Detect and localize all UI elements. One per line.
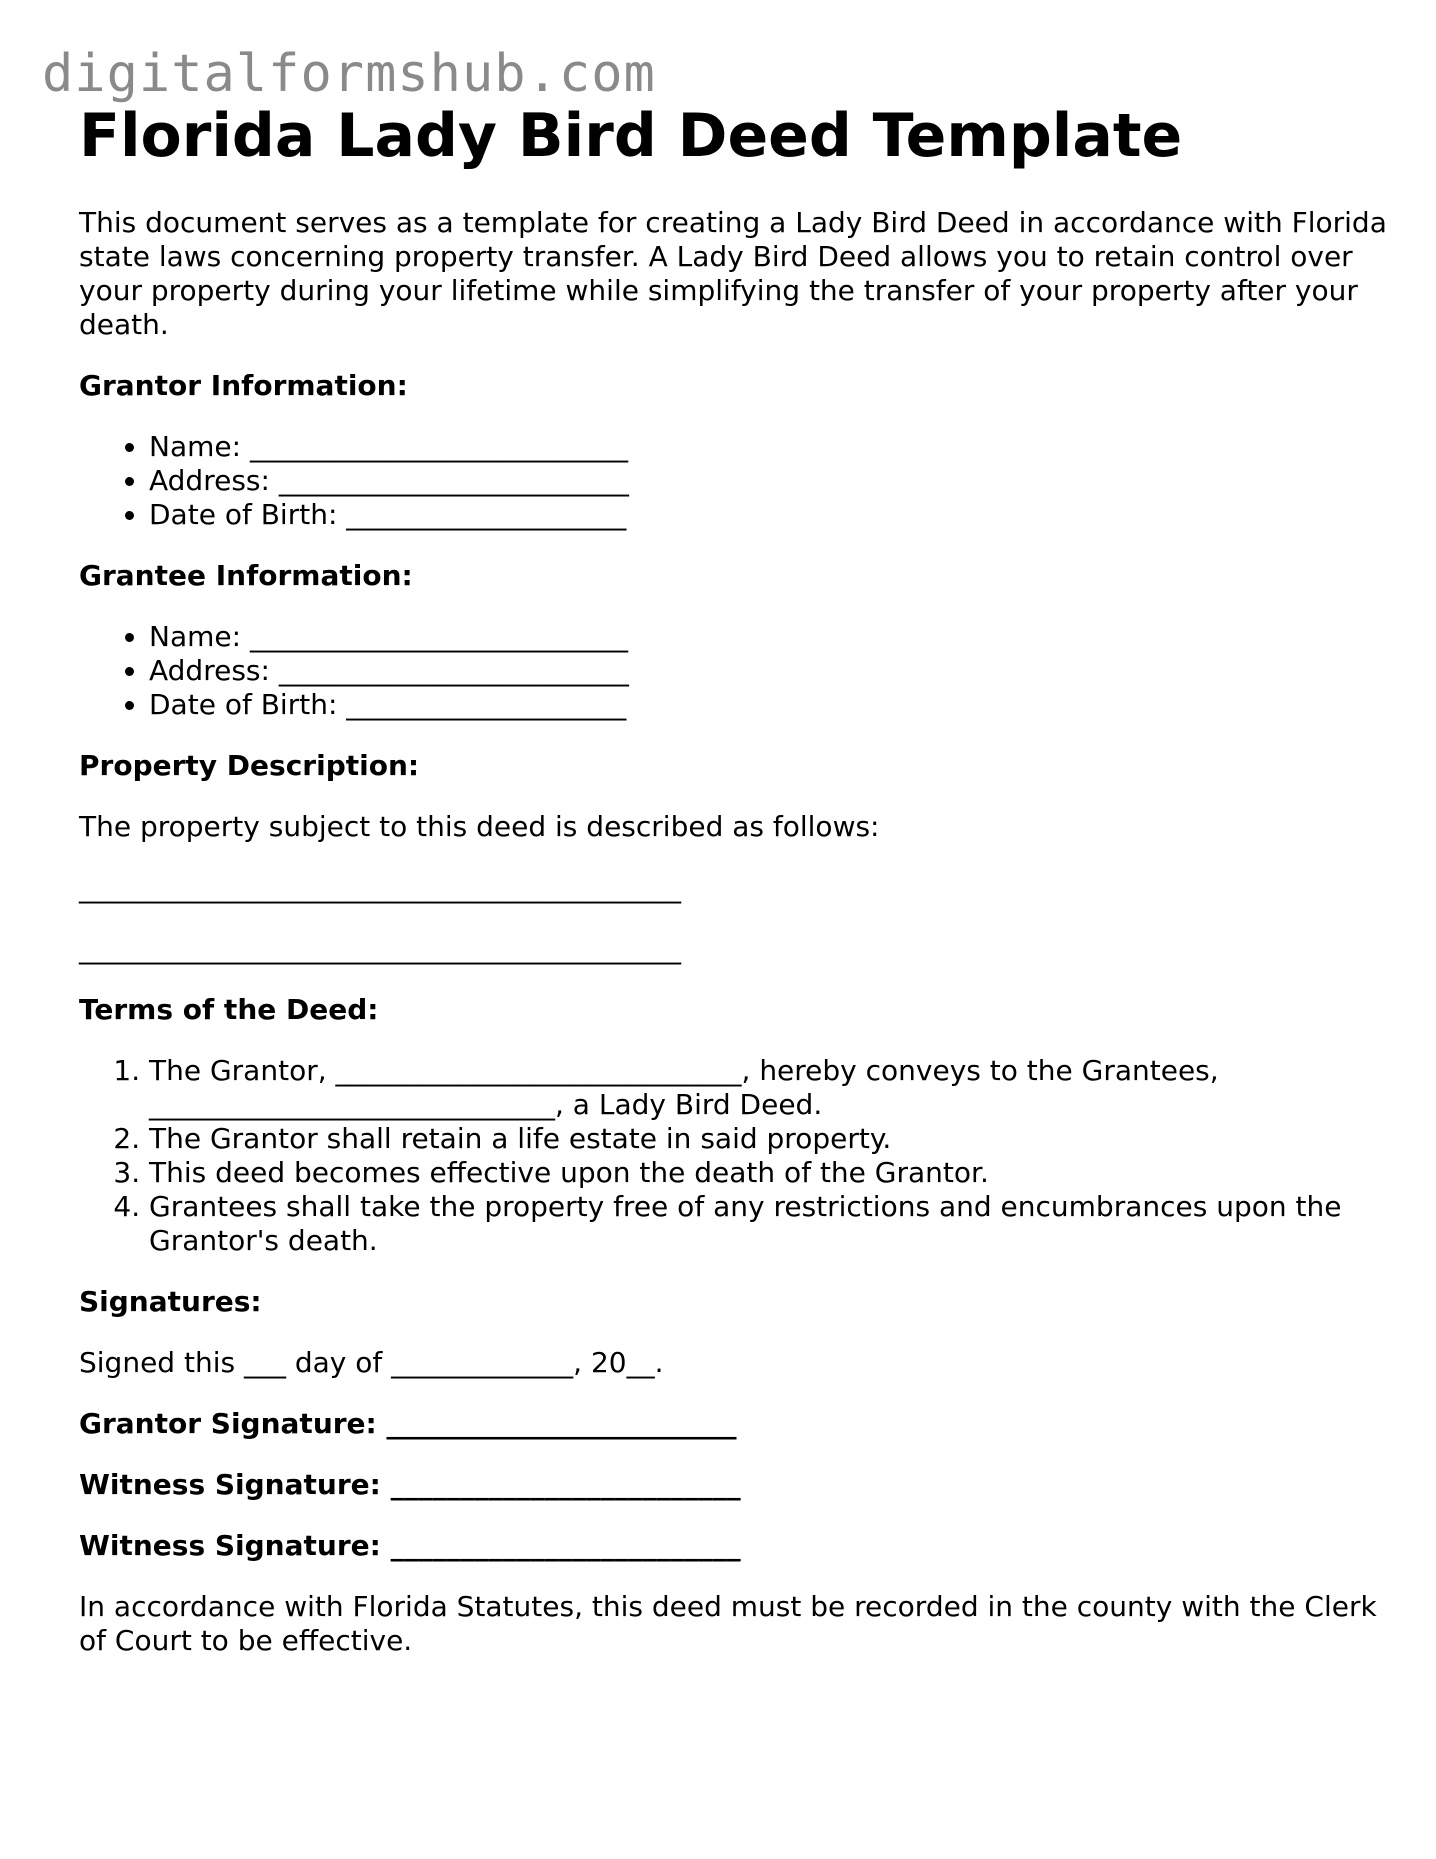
terms-list bbox=[79, 1054, 1389, 1258]
property-description-line[interactable]: ___________________________________________ bbox=[79, 932, 681, 965]
property-heading: Property Description: bbox=[79, 749, 420, 782]
terms-item: 4. Grantees shall take the property free of any restrictions and encumbrances upon the Grantor's death. bbox=[149, 1190, 1389, 1258]
intro-paragraph: This document serves as a template for creating a Lady Bird Deed in accordance with Florida state laws concerning property transfer. A Lady Bird Deed allows you to retain control over your property during your lifetime while simplifying the transfer of your property after your death. bbox=[79, 206, 1387, 341]
terms-item: 1. The Grantor, _____________________________, hereby conveys to the Grantees, _____________________________, a Lady Bird Deed. bbox=[149, 1054, 1389, 1122]
witness-signature-label: Witness Signature: bbox=[79, 1529, 391, 1562]
grantee-heading: Grantee Information: bbox=[79, 559, 413, 592]
signatures-heading: Signatures: bbox=[79, 1285, 262, 1318]
witness-signature-line[interactable]: _________________________ bbox=[390, 1529, 741, 1562]
watermark: digitalformshub.com bbox=[42, 44, 656, 104]
property-description-line[interactable]: ___________________________________________ bbox=[79, 871, 681, 904]
witness-signature-label: Witness Signature: bbox=[79, 1468, 391, 1501]
terms-item: 2. The Grantor shall retain a life estate in said property. bbox=[149, 1122, 1389, 1156]
document-page bbox=[79, 96, 1389, 1658]
grantee-name-field[interactable]: • Name: ___________________________ bbox=[149, 620, 1389, 654]
page-title: Florida Lady Bird Deed Template bbox=[79, 101, 1183, 171]
signed-date-line[interactable]: Signed this ___ day of _____________, 20__. bbox=[79, 1346, 664, 1379]
grantee-list bbox=[79, 620, 1389, 722]
grantor-signature-row[interactable] bbox=[79, 1407, 1389, 1441]
terms-heading: Terms of the Deed: bbox=[79, 993, 379, 1026]
witness-signature-row[interactable] bbox=[79, 1468, 1389, 1502]
grantor-heading: Grantor Information: bbox=[79, 369, 408, 402]
footer-note: In accordance with Florida Statutes, this deed must be recorded in the county with the Clerk of Court to be effective. bbox=[79, 1590, 1377, 1657]
grantor-signature-line[interactable]: _________________________ bbox=[386, 1407, 737, 1440]
terms-item: 3. This deed becomes effective upon the death of the Grantor. bbox=[149, 1156, 1389, 1190]
property-text: The property subject to this deed is described as follows: bbox=[79, 810, 880, 843]
grantor-name-field[interactable]: • Name: ___________________________ bbox=[149, 430, 1389, 464]
grantor-dob-field[interactable]: • Date of Birth: ____________________ bbox=[149, 498, 1389, 532]
witness-signature-line[interactable]: _________________________ bbox=[390, 1468, 741, 1501]
grantor-address-field[interactable]: • Address: _________________________ bbox=[149, 464, 1389, 498]
witness-signature-row[interactable] bbox=[79, 1529, 1389, 1563]
grantee-dob-field[interactable]: • Date of Birth: ____________________ bbox=[149, 688, 1389, 722]
grantor-list bbox=[79, 430, 1389, 532]
grantee-address-field[interactable]: • Address: _________________________ bbox=[149, 654, 1389, 688]
grantor-signature-label: Grantor Signature: bbox=[79, 1407, 387, 1440]
